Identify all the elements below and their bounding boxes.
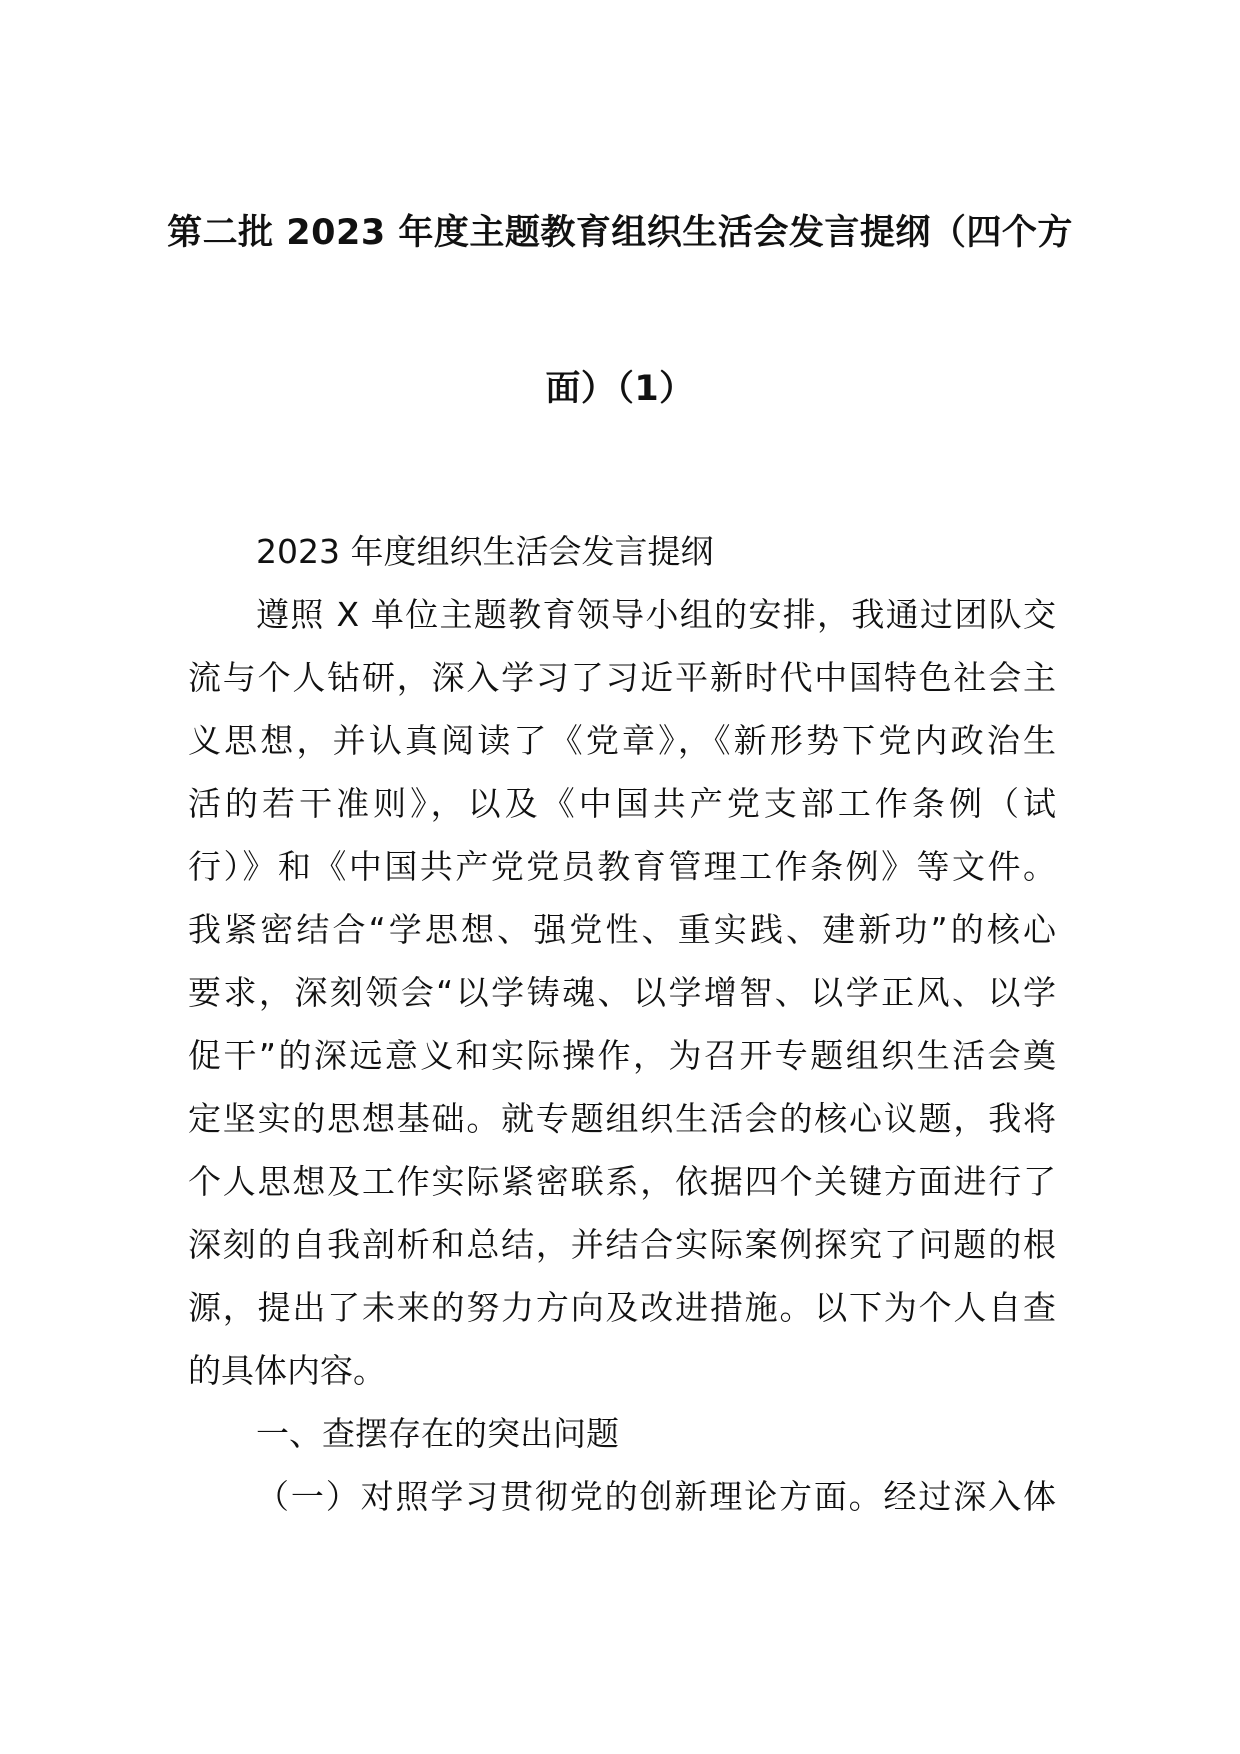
document-title-line-2: 面）（1） [545, 369, 695, 409]
document-title-line-1: 第二批 2023 年度主题教育组织生活会发言提纲（四个方 [167, 213, 1073, 253]
body-line: 深刻的自我剖析和总结，并结合实际案例探究了问题的根 [188, 1225, 1056, 1264]
body-line: 定坚实的思想基础。就专题组织生活会的核心议题，我将 [188, 1099, 1056, 1138]
body-line: 的具体内容。 [188, 1351, 386, 1390]
body-line: 促干”的深远意义和实际操作，为召开专题组织生活会奠 [188, 1036, 1056, 1075]
body-line: 活的若干准则》，以及《中国共产党支部工作条例（试 [188, 784, 1056, 823]
body-line: 遵照 X 单位主题教育领导小组的安排，我通过团队交 [256, 595, 1056, 634]
body-line: 个人思想及工作实际紧密联系，依据四个关键方面进行了 [188, 1162, 1056, 1201]
body-line: 源，提出了未来的努力方向及改进措施。以下为个人自查 [188, 1288, 1056, 1327]
body-line: 流与个人钻研，深入学习了习近平新时代中国特色社会主 [188, 658, 1056, 697]
section-heading: 一、查摆存在的突出问题 [256, 1414, 619, 1453]
subtitle-line: 2023 年度组织生活会发言提纲 [256, 532, 714, 571]
body-line: 行）》和《中国共产党党员教育管理工作条例》等文件。 [188, 847, 1056, 886]
body-line: 要求，深刻领会“以学铸魂、以学增智、以学正风、以学 [188, 973, 1056, 1012]
body-line: 义思想，并认真阅读了《党章》，《新形势下党内政治生 [188, 721, 1056, 760]
body-line: （一）对照学习贯彻党的创新理论方面。经过深入体 [256, 1477, 1056, 1516]
body-line: 我紧密结合“学思想、强党性、重实践、建新功”的核心 [188, 910, 1056, 949]
